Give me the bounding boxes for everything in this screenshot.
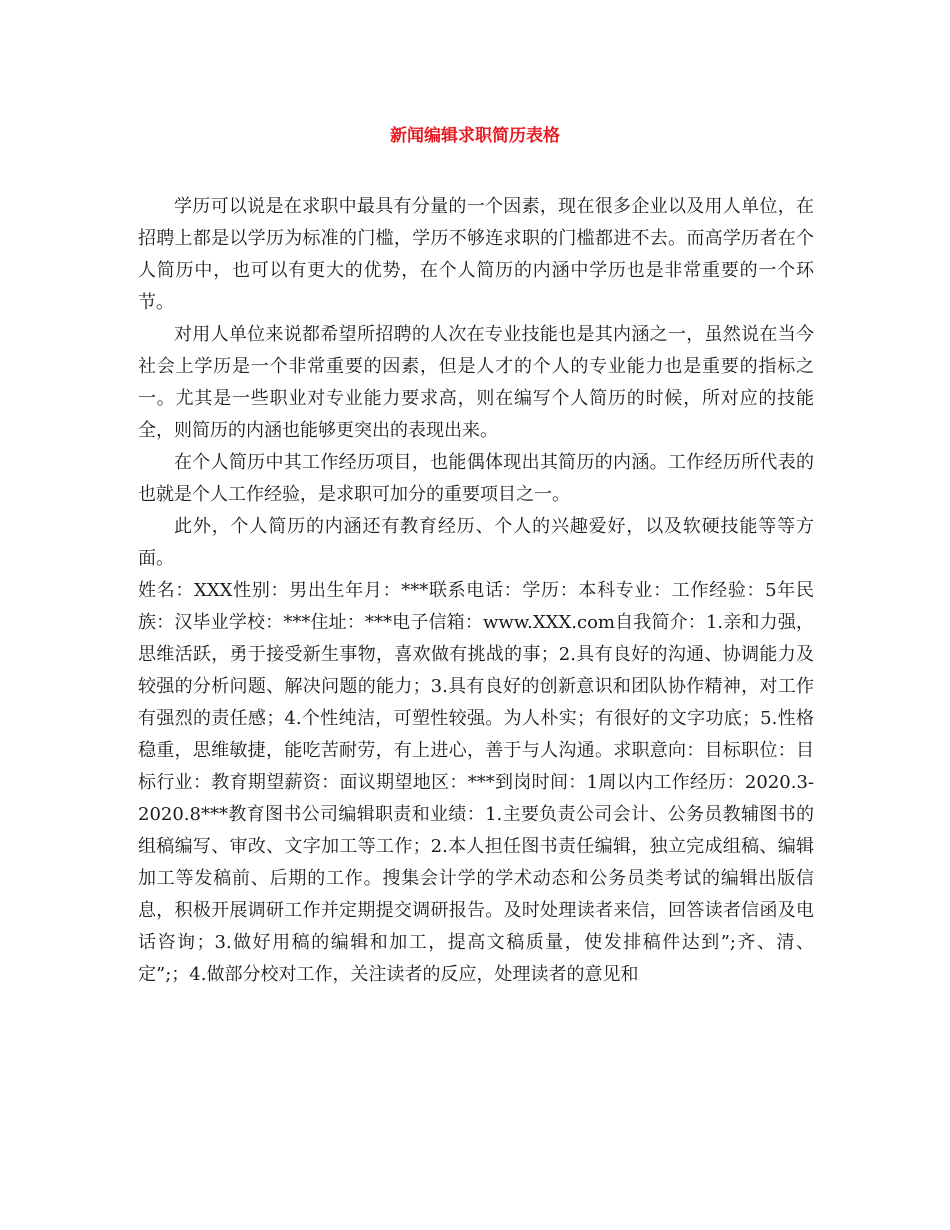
body-paragraph: 此外，个人简历的内涵还有教育经历、个人的兴趣爱好，以及软硬技能等等方面。 (138, 516, 814, 569)
resume-details: 姓名：XXX性别：男出生年月：***联系电话：学历：本科专业：工作经验：5年民族：汉毕业学校：***住址：***电子信箱：www.XXX.com自我简介：1.亲和力强，思维活跃，勇于接受新生事物，喜欢做有挑战的事；2.具有良好的沟通、协调能力及较强的分析问题、解决问题的能力；3.具有良好的创新意识和团队协作精神，对工作有强烈的责任感；4.个性纯洁，可塑性较强。为人朴实；有很好的文字功底；5.性格稳重，思维敏捷，能吃苦耐劳，有上进心，善于与人沟通。求职意向：目标职位：目标行业：教育期望薪资：面议期望地区：***到岗时间：1周以内工作经历：2020.3-2020.8***教育图书公司编辑职责和业绩：1.主要负责公司会计、公务员教辅图书的组稿编写、审改、文字加工等工作；2.本人担任图书责任编辑，独立完成组稿、编辑加工等发稿前、后期的工作。搜集会计学的学术动态和公务员类考试的编辑出版信息，积极开展调研工作并定期提交调研报告。及时处理读者来信，回答读者信函及电话咨询；3.做好用稿的编辑和加工，提高文稿质量，使发排稿件达到”;齐、清、定”;；4.做部分校对工作，关注读者的反应，处理读者的意见和 (138, 580, 814, 985)
body-paragraph: 在个人简历中其工作经历项目，也能偶体现出其简历的内涵。工作经历所代表的也就是个人工作经验，是求职可加分的重要项目之一。 (138, 452, 814, 505)
body-paragraph: 对用人单位来说都希望所招聘的人次在专业技能也是其内涵之一，虽然说在当今社会上学历是一个非常重要的因素，但是人才的个人的专业能力也是重要的指标之一。尤其是一些职业对专业能力要求高，则在编写个人简历的时候，所对应的技能全，则简历的内涵也能够更突出的表现出来。 (138, 324, 814, 441)
document-title: 新闻编辑求职简历表格 (390, 126, 560, 146)
document-body (138, 191, 814, 991)
body-paragraph: 学历可以说是在求职中最具有分量的一个因素，现在很多企业以及用人单位，在招聘上都是以学历为标准的门槛，学历不够连求职的门槛都进不去。而高学历者在个人简历中，也可以有更大的优势，在个人简历的内涵中学历也是非常重要的一个环节。 (138, 196, 814, 313)
